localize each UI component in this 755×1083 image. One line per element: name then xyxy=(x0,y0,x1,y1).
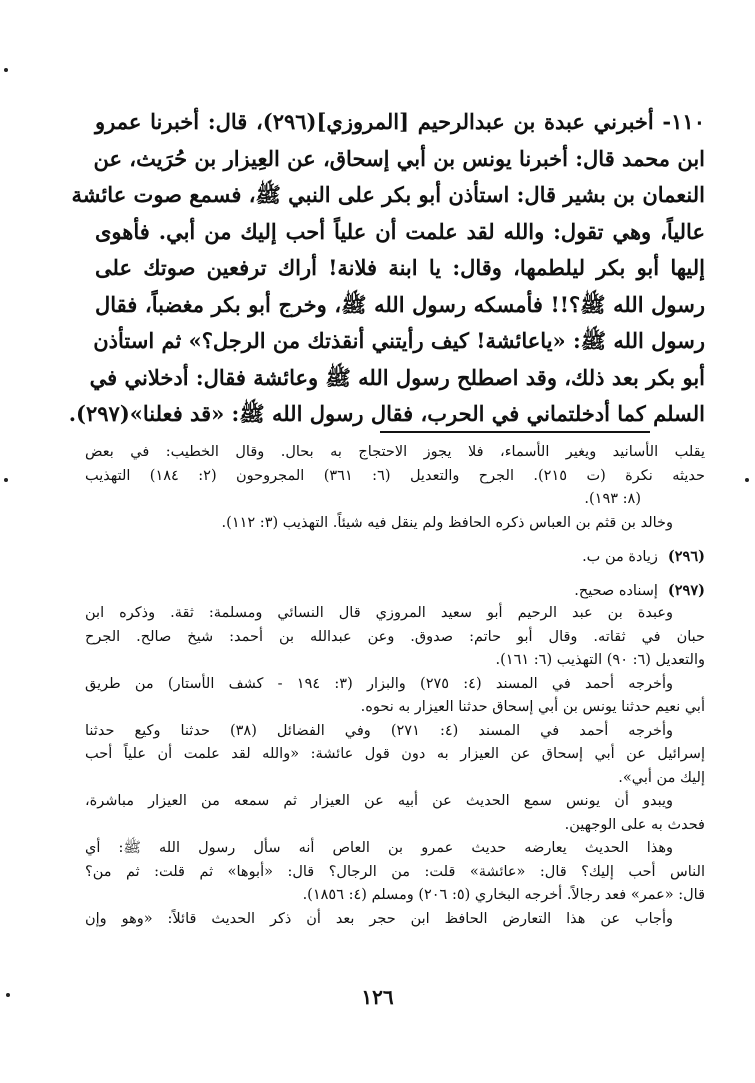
scan-speck xyxy=(745,478,749,482)
footnote-297 xyxy=(85,579,705,603)
hadith-line: النعمان بن بشير قال: استأذن أبو بكر على النبي ﷺ، فسمع صوت عائشة xyxy=(71,182,705,207)
footnote-line: إليك من أبي». xyxy=(618,769,705,786)
footnote-line: وأخرجه أحمد في المسند (٤: ٢٧٥) والبزار (٣: ١٩٤ - كشف الأستار) من طريق xyxy=(85,675,673,692)
footnote-separator xyxy=(380,431,650,433)
hadith-line: السلم كما أدخلتماني في الحرب، فقال رسول الله ﷺ: «قد فعلنا»(٢٩٧). xyxy=(68,401,705,426)
footnote-line: (٨: ١٩٣). xyxy=(584,491,641,507)
footnote-line: يقلب الأسانيد ويغير الأسماء، فلا يجوز الاحتجاج به بحال. وقال الخطيب: في بعض xyxy=(85,444,705,460)
footnote-line: قال: «عمر» فعد رجالاً. أخرجه البخاري (٥: ٢٠٦) ومسلم (٤: ١٨٥٦). xyxy=(302,887,705,903)
hadith-line: رسول الله ﷺ: «ياعائشة! كيف رأيتني أنقذتك من الرجل؟» ثم استأذن xyxy=(93,328,705,353)
footnote-line: وخالد بن قثم بن العباس ذكره الحافظ ولم ينقل فيه شيئاً. التهذيب (٣: ١١٢). xyxy=(221,514,673,531)
hadith-text xyxy=(68,104,705,433)
scan-speck xyxy=(4,478,8,482)
footnote-number: (٢٩٦) xyxy=(667,548,705,565)
footnote-line: ويبدو أن يونس سمع الحديث عن أبيه عن العيزار ثم سمعه من العيزار مباشرة، xyxy=(85,793,673,809)
footnote-line: وعبدة بن عبد الرحيم أبو سعيد المروزي قال النسائي ومسلمة: ثقة. وذكره ابن xyxy=(85,605,673,621)
hadith-line: ١١٠- أخبرني عبدة بن عبدالرحيم [المروزي](٢٩٦)، قال: أخبرنا عمرو xyxy=(95,109,705,134)
hadith-line: عالياً، وهي تقول: والله لقد علمت أن علياً أحب إليك من أبي. فأهوى xyxy=(95,218,705,244)
hadith-line: ابن محمد قال: أخبرنا يونس بن أبي إسحاق، عن العِيزار بن حُرَيث، عن xyxy=(93,145,705,171)
footnote-line: حبان في ثقاته. وقال أبو حاتم: صدوق. وعن عبدالله بن أحمد: شيخ صالح. الجرح xyxy=(85,628,705,645)
hadith-line: رسول الله ﷺ؟!! فأمسكه رسول الله ﷺ، وخرج أبو بكر مغضباً، فقال xyxy=(95,291,705,317)
footnote-line: فحدث به على الوجهين. xyxy=(564,816,705,833)
footnotes xyxy=(85,441,705,931)
footnote-text: زيادة من ب. xyxy=(582,549,658,565)
footnote-line: والتعديل (٦: ٩٠) التهذيب (٦: ١٦١). xyxy=(495,652,705,668)
footnote-number: (٢٩٧) xyxy=(667,581,705,599)
footnote-line: وهذا الحديث يعارضه حديث عمرو بن العاص أنه سأل رسول الله ﷺ: أي xyxy=(85,840,673,856)
hadith-line: أبو بكر بعد ذلك، وقد اصطلح رسول الله ﷺ وعائشة فقال: أدخلاني في xyxy=(89,364,705,390)
footnote-line: أبي نعيم حدثنا يونس بن أبي إسحاق حدثنا العيزار به نحوه. xyxy=(360,699,705,715)
footnote-line: وأجاب عن هذا التعارض الحافظ ابن حجر بعد أن ذكر الحديث قائلاً: «وهو وإن xyxy=(85,910,673,927)
footnote-line: الناس أحب إليك؟ قال: «عائشة» قلت: من الرجال؟ قال: «أبوها» ثم قلت: ثم من؟ xyxy=(85,863,705,880)
page-number: ١٢٦ xyxy=(361,985,394,1009)
footnote-text: إسناده صحيح. xyxy=(574,582,658,599)
hadith-line: إليها أبو بكر ليلطمها، وقال: يا ابنة فلانة! أراك ترفعين صوتك على xyxy=(95,255,705,280)
footnote-line: وأخرجه أحمد في المسند (٤: ٢٧١) وفي الفضائل (٣٨) حدثنا وكيع حدثنا xyxy=(85,722,674,739)
footnote-line: إسرائيل عن أبي إسحاق عن العيزار به دون قول عائشة: «والله لقد علمت أن علياً أحب xyxy=(85,746,705,762)
scan-speck xyxy=(4,68,8,72)
footnote-296 xyxy=(85,545,705,569)
footnote-line: حديثه نكرة (ت ٢١٥). الجرح والتعديل (٦: ٣٦١) المجروحون (٢: ١٨٤) التهذيب xyxy=(85,467,705,484)
